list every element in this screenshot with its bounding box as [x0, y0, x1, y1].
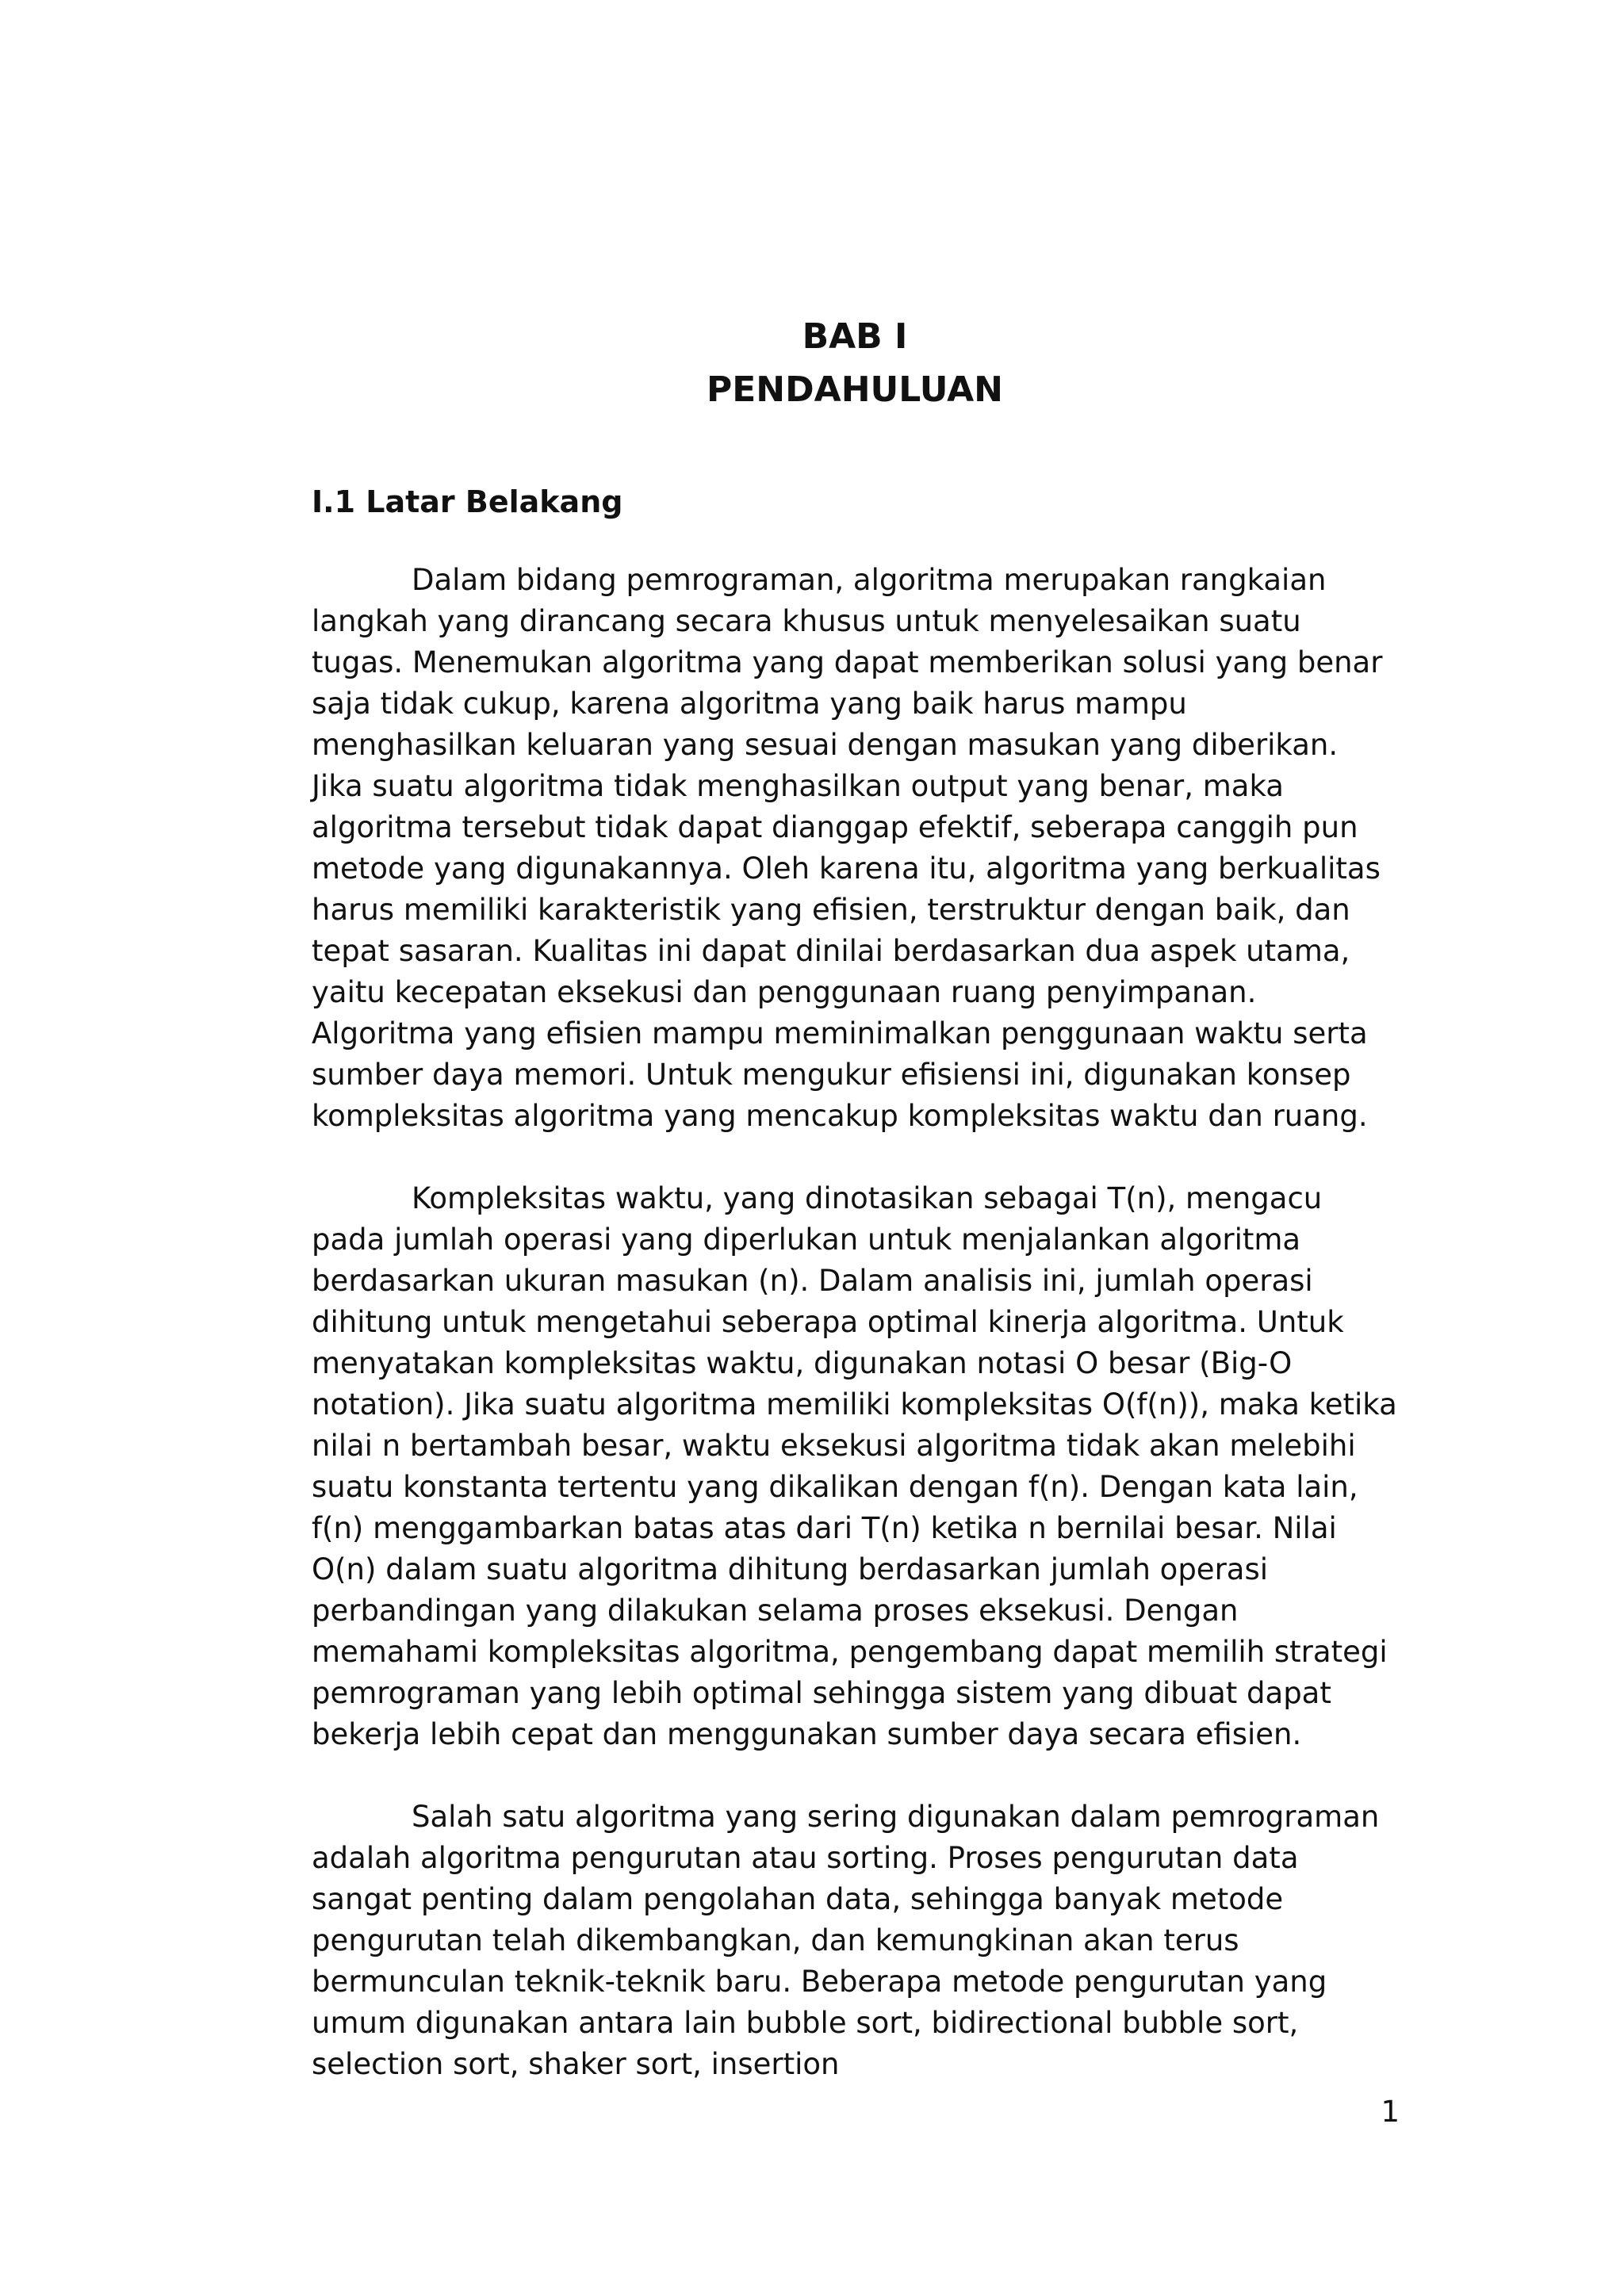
page-number: 1 [1381, 2095, 1400, 2129]
body-text [312, 560, 1398, 2126]
chapter-number: BAB I [802, 316, 908, 357]
paragraph-1: Dalam bidang pemrograman, algoritma merupakan rangkaian langkah yang dirancang secara khusus untuk menyelesaikan suatu tugas. Menemukan algoritma yang dapat memberikan solusi yang benar saja tidak cukup, karena algoritma yang baik harus mampu menghasilkan keluaran yang sesuai dengan masukan yang diberikan. Jika suatu algoritma tidak menghasilkan output yang benar, maka algoritma tersebut tidak dapat dianggap efektif, seberapa canggih pun metode yang digunakannya. Oleh karena itu, algoritma yang berkualitas harus memiliki karakteristik yang efisien, terstruktur dengan baik, dan tepat sasaran. Kualitas ini dapat dinilai berdasarkan dua aspek utama, yaitu kecepatan eksekusi dan penggunaan ruang penyimpanan. Algoritma yang efisien mampu meminimalkan penggunaan waktu serta sumber daya memori. Untuk mengukur efisiensi ini, digunakan konsep kompleksitas algoritma yang mencakup kompleksitas waktu dan ruang. [312, 563, 1383, 1133]
chapter-title: PENDAHULUAN [707, 369, 1003, 410]
paragraph-2: Kompleksitas waktu, yang dinotasikan sebagai T(n), mengacu pada jumlah operasi yang diperlukan untuk menjalankan algoritma berdasarkan ukuran masukan (n). Dalam analisis ini, jumlah operasi dihitung untuk mengetahui seberapa optimal kinerja algoritma. Untuk menyatakan kompleksitas waktu, digunakan notasi O besar (Big-O notation). Jika suatu algoritma memiliki kompleksitas O(f(n)), maka ketika nilai n bertambah besar, waktu eksekusi algoritma tidak akan melebihi suatu konstanta tertentu yang dikalikan dengan f(n). Dengan kata lain, f(n) menggambarkan batas atas dari T(n) ketika n bernilai besar. Nilai O(n) dalam suatu algoritma dihitung berdasarkan jumlah operasi perbandingan yang dilakukan selama proses eksekusi. Dengan memahami kompleksitas algoritma, pengembang dapat memilih strategi pemrograman yang lebih optimal sehingga sistem yang dibuat dapat bekerja lebih cepat dan menggunakan sumber daya secara efisien. [312, 1181, 1397, 1751]
paragraph-3: Salah satu algoritma yang sering digunakan dalam pemrograman adalah algoritma pengurutan atau sorting. Proses pengurutan data sangat penting dalam pengolahan data, sehingga banyak metode pengurutan telah dikembangkan, dan kemungkinan akan terus bermunculan teknik-teknik baru. Beberapa metode pengurutan yang umum digunakan antara lain bubble sort, bidirectional bubble sort, selection sort, shaker sort, insertion [312, 1800, 1380, 2081]
section-heading: I.1 Latar Belakang [312, 484, 623, 519]
